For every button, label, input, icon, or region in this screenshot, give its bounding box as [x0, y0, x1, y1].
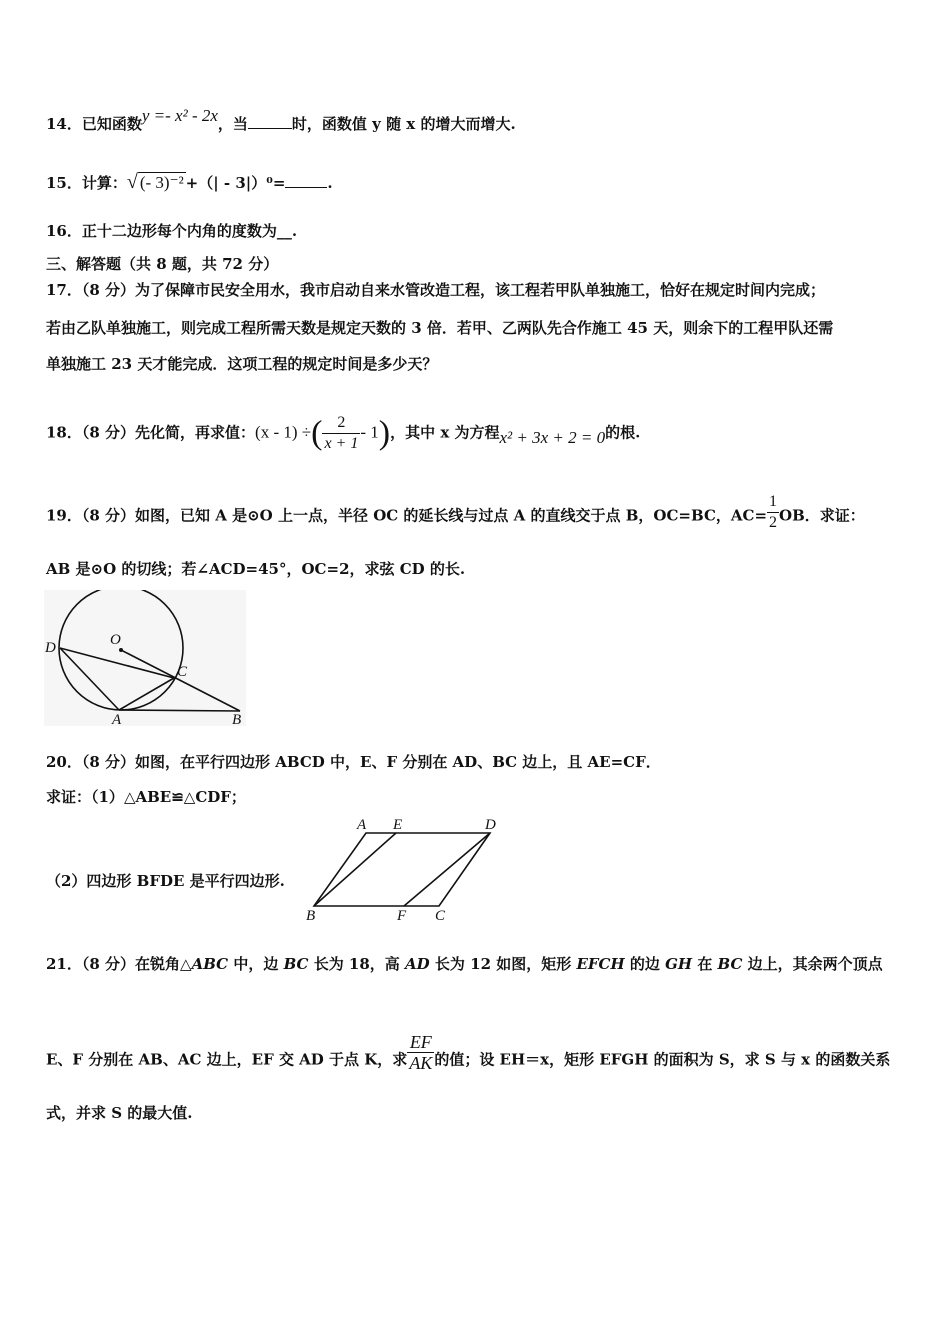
q19-line1-b: OB．求证： — [779, 506, 865, 525]
q21-var-ad: AD — [405, 955, 430, 973]
q15-end: . — [327, 174, 333, 192]
q14-tail: 时，函数值 y 随 x 的增大而增大. — [291, 115, 516, 133]
question-21-line-2 — [46, 1032, 891, 1081]
q21-text: 在 — [692, 955, 718, 973]
q15-radical: √ (- 3)⁻² — [126, 171, 184, 193]
q21-var-bc: BC — [717, 955, 743, 973]
q21-var-efch: EFCH — [576, 955, 625, 973]
q15-tail: +（| - 3|）⁰= — [185, 174, 286, 192]
question-21-line-3: 式，并求 S 的最大值. — [46, 1104, 193, 1122]
q18-frac-den: x + 1 — [324, 435, 359, 452]
q18-paren-open: ( — [311, 414, 323, 452]
q18-expr-right: - 1 — [360, 422, 379, 442]
label-d: D — [45, 640, 56, 656]
label-c: C — [177, 664, 188, 680]
q18-fraction — [322, 413, 360, 454]
question-16: 16．正十二边形每个内角的度数为__. — [46, 222, 298, 240]
q21-fraction — [407, 1032, 434, 1073]
q18-expr-left: (x - 1) ÷ — [255, 422, 312, 442]
q14-formula: y =- x² - 2x — [141, 106, 218, 125]
q21-text: 的边 — [624, 955, 666, 973]
q21-text: 21．（8 分）在锐角△ — [46, 955, 192, 973]
segment-b-e — [314, 833, 396, 906]
q18-tail: 的根. — [605, 423, 641, 442]
q21-text: 长为 12 如图，矩形 — [429, 955, 577, 973]
label-f: F — [397, 908, 407, 924]
q21-var-bc: BC — [283, 955, 309, 973]
q19-line1-a: 19．（8 分）如图，已知 A 是⊙O 上一点，半径 OC 的延长线与过点 A 的直线交于点 B，OC=BC，AC= — [46, 506, 768, 525]
question-18 — [46, 413, 640, 454]
answer-blank — [248, 114, 292, 129]
question-20-line-3: （2）四边形 BFDE 是平行四边形. — [46, 872, 285, 890]
label-a: A — [357, 817, 367, 833]
q21-var-gh: GH — [665, 955, 693, 973]
question-20-line-1: 20．（8 分）如图，在平行四边形 ABCD 中，E、F 分别在 AD、BC 边上，且 AE=CF． — [46, 753, 661, 771]
label-o: O — [110, 632, 121, 648]
q19-frac-den: 2 — [769, 514, 778, 531]
segment-a-b — [119, 710, 240, 711]
label-d: D — [485, 817, 496, 833]
question-19-line-1 — [46, 493, 865, 537]
question-17-line-1: 17．（8 分）为了保障市民安全用水，我市启动自来水管改造工程，该工程若甲队单独施工，恰好在规定时间内完成； — [46, 281, 826, 299]
q18-equation: x² + 3x + 2 = 0 — [499, 427, 606, 447]
q18-label: 18．（8 分）先化简，再求值： — [46, 423, 256, 442]
q20-parallelogram-figure — [300, 812, 506, 924]
q15-radicand: (- 3)⁻² — [139, 173, 184, 192]
label-b: B — [232, 712, 242, 726]
q21-text: 中，边 — [228, 955, 284, 973]
question-21-line-1 — [46, 954, 883, 974]
q18-frac-num: 2 — [322, 413, 360, 434]
label-c: C — [435, 908, 446, 924]
q15-label: 15．计算： — [46, 174, 127, 192]
question-17-line-3: 单独施工 23 天才能完成．这项工程的规定时间是多少天？ — [46, 355, 438, 373]
q18-paren-close: ) — [378, 414, 391, 452]
question-17-line-2: 若由乙队单独施工，则完成工程所需天数是规定天数的 3 倍．若甲、乙两队先合作施工 45 天，则余下的工程甲队还需 — [46, 319, 834, 337]
q19-fraction — [767, 492, 779, 533]
q21-frac-num: EF — [407, 1032, 434, 1053]
label-a: A — [112, 712, 122, 726]
q19-frac-num: 1 — [767, 492, 779, 513]
answer-blank — [285, 173, 327, 188]
q21-line2-a: E、F 分别在 AB、AC 边上，EF 交 AD 于点 K，求 — [46, 1050, 408, 1069]
parallelogram-abcd — [314, 833, 490, 906]
q21-text: 边上，其余两个顶点 — [742, 955, 883, 973]
section-3-title: 三、解答题（共 8 题，共 72 分） — [46, 255, 279, 273]
question-20-line-2: 求证：（1）△ABE≌△CDF； — [46, 788, 246, 806]
q18-mid: ，其中 x 为方程 — [390, 423, 500, 442]
label-b: B — [306, 908, 316, 924]
q21-var-abc: ABC — [191, 955, 229, 973]
q21-frac-den: AK — [409, 1053, 433, 1073]
center-point-o — [119, 648, 123, 652]
question-14 — [46, 106, 516, 134]
q19-circle-figure — [44, 590, 246, 726]
q21-line2-b: 的值；设 EH＝x，矩形 EFGH 的面积为 S，求 S 与 x 的函数关系 — [434, 1050, 891, 1069]
q14-label: 14．已知函数 — [46, 115, 142, 133]
q14-mid: ，当 — [217, 115, 248, 133]
question-15 — [46, 172, 333, 193]
label-e: E — [393, 817, 403, 833]
q21-text: 长为 18，高 — [308, 955, 406, 973]
question-19-line-2: AB 是⊙O 的切线；若∠ACD=45°，OC=2，求弦 CD 的长. — [46, 560, 466, 578]
